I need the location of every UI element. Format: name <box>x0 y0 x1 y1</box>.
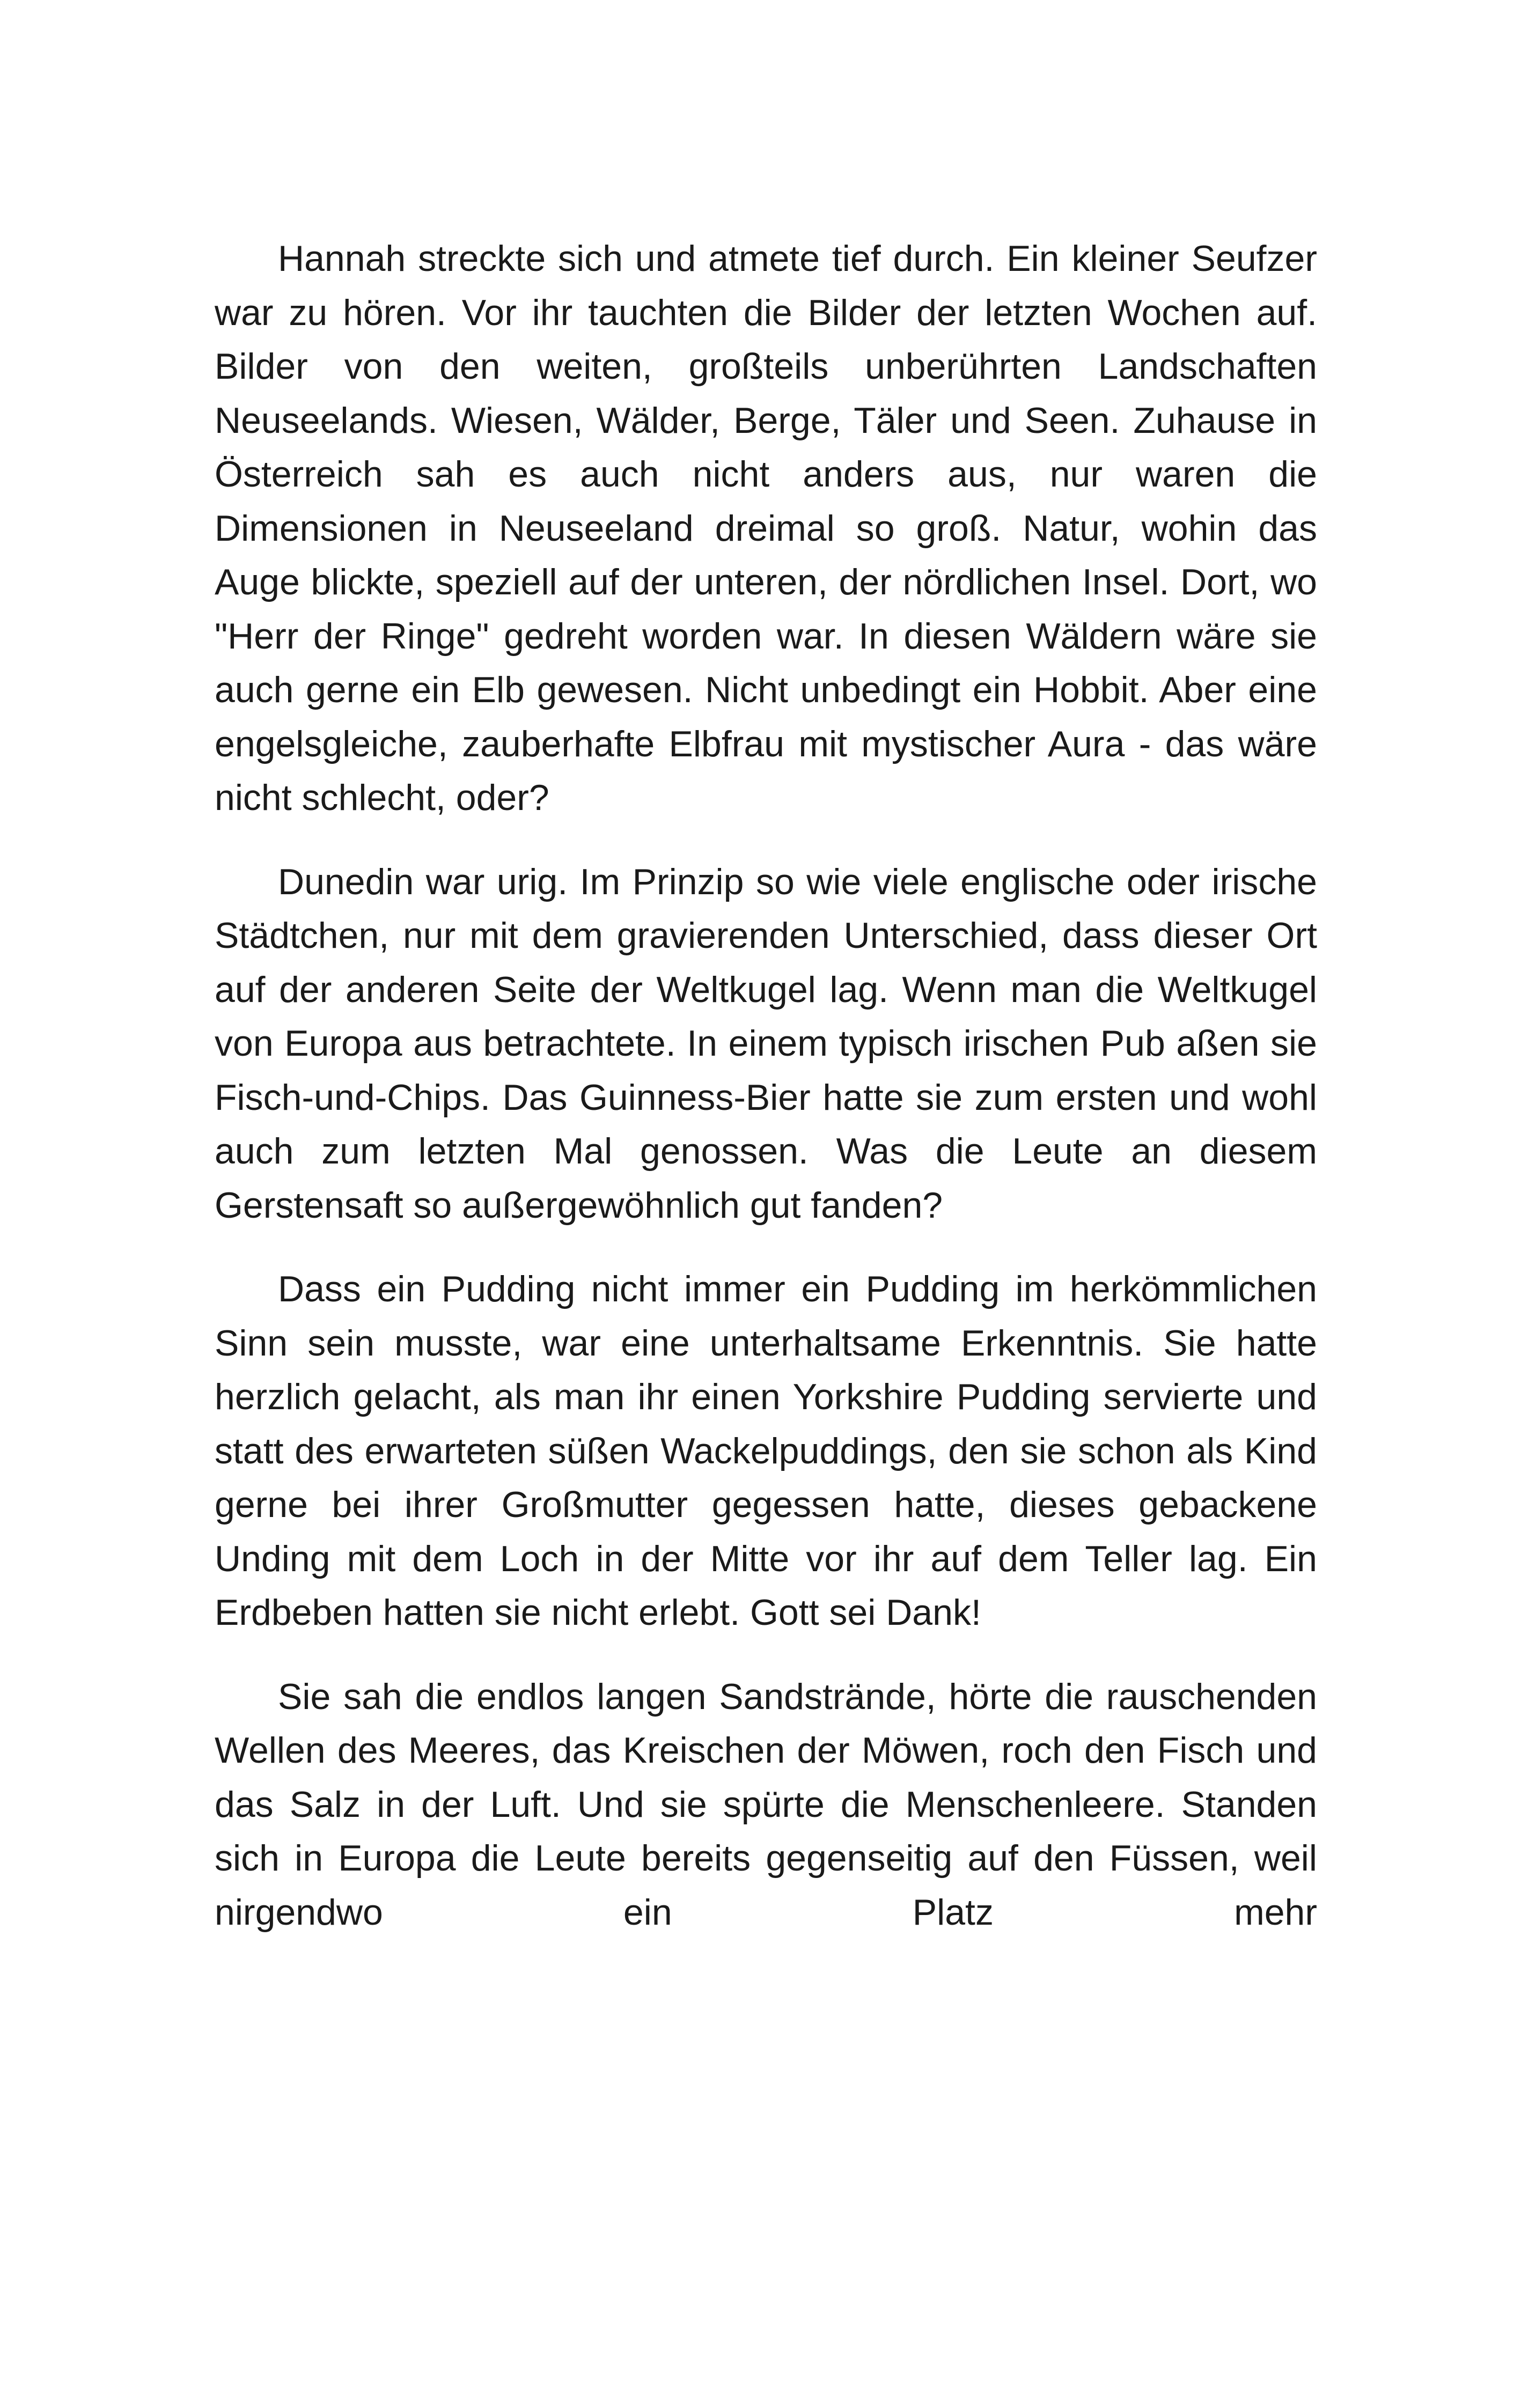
paragraph-1: Hannah streckte sich und atmete tief durch. Ein kleiner Seufzer war zu hören. Vor ihr tauchten die Bilder der letzten Wochen auf. Bilder von den weiten, großteils unberührten Landschaften Neuseelands. Wiesen, Wälder, Berge, Täler und Seen. Zuhause in Österreich sah es auch nicht anders aus, nur waren die Dimensionen in Neuseeland dreimal so groß. Natur, wohin das Auge blickte, speziell auf der unteren, der nördlichen Insel. Dort, wo "Herr der Ringe" gedreht worden war. In diesen Wäldern wäre sie auch gerne ein Elb gewesen. Nicht unbedingt ein Hobbit. Aber eine engelsgleiche, zauberhafte Elbfrau mit mystischer Aura - das wäre nicht schlecht, oder? <box>215 238 1317 818</box>
paragraph-2: Dunedin war urig. Im Prinzip so wie viele englische oder irische Städtchen, nur mit dem gravierenden Unterschied, dass dieser Ort auf der anderen Seite der Weltkugel lag. Wenn man die Weltkugel von Europa aus betrachtete. In einem typisch irischen Pub aßen sie Fisch-und-Chips. Das Guinness-Bier hatte sie zum ersten und wohl auch zum letzten Mal genossen. Was die Leute an diesem Gerstensaft so außergewöhnlich gut fanden? <box>215 861 1317 1226</box>
body-text <box>215 232 1317 1969</box>
paragraph-4: Sie sah die endlos langen Sandstrände, hörte die rauschenden Wellen des Meeres, das Kreischen der Möwen, roch den Fisch und das Salz in der Luft. Und sie spürte die Menschenleere. Standen sich in Europa die Leute bereits gegenseitig auf den Füssen, weil nirgendwo ein Platz mehr <box>215 1676 1317 1933</box>
paragraph-3: Dass ein Pudding nicht immer ein Pudding im herkömmlichen Sinn sein musste, war eine unterhaltsame Erkenntnis. Sie hatte herzlich gelacht, als man ihr einen Yorkshire Pudding servierte und statt des erwarteten süßen Wackelpuddings, den sie schon als Kind gerne bei ihrer Großmutter gegessen hatte, dieses gebackene Unding mit dem Loch in der Mitte vor ihr auf dem Teller lag. Ein Erdbeben hatten sie nicht erlebt. Gott sei Dank! <box>215 1269 1317 1633</box>
